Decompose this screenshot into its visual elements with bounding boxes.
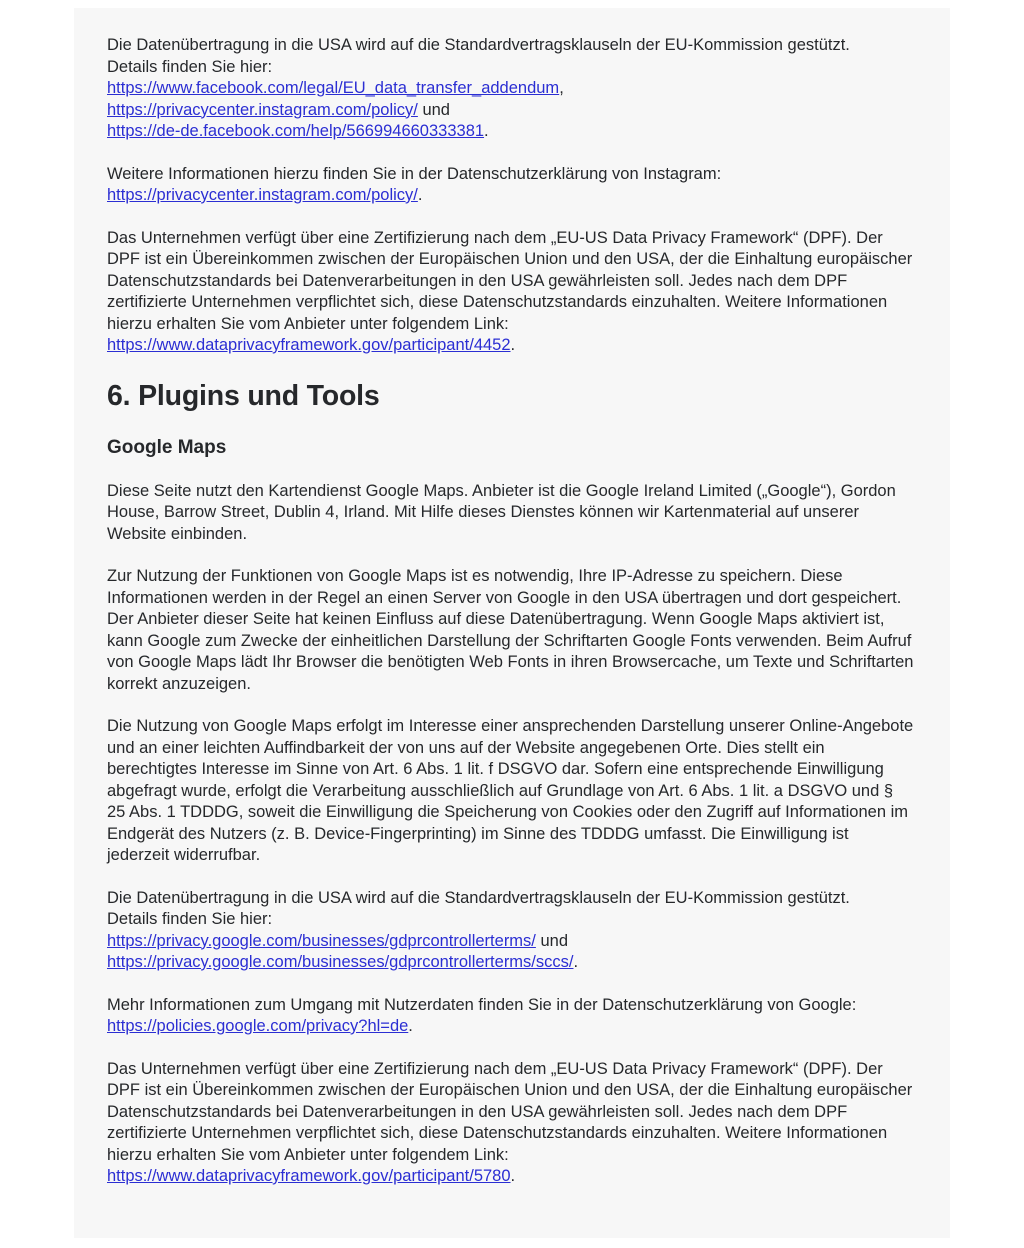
link-google-gdpr-controller-terms-sccs[interactable]: https://privacy.google.com/businesses/gdprcontrollerterms/sccs/ — [107, 953, 574, 971]
text-run: Die Datenübertragung in die USA wird auf die Standardvertragsklauseln der EU-Kommission gestützt. — [107, 36, 850, 54]
text-run: , — [559, 79, 564, 97]
text-run: . — [573, 953, 579, 971]
text-run: Die Datenübertragung in die USA wird auf die Standardvertragsklauseln der EU-Kommission gestützt. — [107, 888, 850, 907]
link-instagram-privacy-policy-2[interactable]: https://privacycenter.instagram.com/policy/ — [107, 186, 418, 204]
link-instagram-privacy-policy[interactable]: https://privacycenter.instagram.com/policy/ — [107, 100, 418, 119]
privacy-policy-content — [107, 35, 915, 1188]
privacy-policy-card — [74, 8, 950, 1238]
text-run: . — [408, 1017, 413, 1035]
para-more-info-instagram — [107, 164, 915, 207]
text-run: . — [417, 186, 423, 204]
text-run: Mehr Informationen zum Umgang mit Nutzerdaten finden Sie in der Datenschutzerklärung von Google: — [107, 995, 857, 1014]
text-run: Diese Seite nutzt den Kartendienst Google Maps. Anbieter ist die Google Ireland Limited („Google“), Gordon House, Barrow Street, Dublin 4, Irland. Mit Hilfe dieses Dienstes können wir Kartenmaterial auf unserer Website einbinden. — [107, 481, 896, 543]
text-run: Details finden Sie hier: — [107, 910, 273, 928]
para-more-info-google — [107, 995, 915, 1038]
text-run: Die Nutzung von Google Maps erfolgt im Interesse einer ansprechenden Darstellung unserer Online-Angebote und an einer leichten Auffindbarkeit der von uns auf der Website angegebenen Orte. Dies stellt ein berechtigtes Interesse im Sinne von Art. 6 Abs. 1 lit. f DSGVO dar. Sofern eine entsprechende Einwilligung abgefragt wurde, erfolgt die Verarbeitung ausschließlich auf Grundlage von Art. 6 Abs. 1 lit. a DSGVO und § 25 Abs. 1 TDDDG, soweit die Einwilligung die Speicherung von Cookies oder den Zugriff auf Informationen im Endgerät des Nutzers (z. B. Device-Fingerprinting) im Sinne des TDDDG umfasst. Die Einwilligung ist jederzeit widerrufbar. — [107, 717, 914, 864]
text-run: Das Unternehmen verfügt über eine Zertifizierung nach dem „EU-US Data Privacy Framework“ (DPF). Der DPF ist ein Übereinkommen zwischen der Europäischen Union und den USA, der die Einhaltung europäischer Datenschutzstandards bei Datenverarbeitungen in den USA gewährleisten soll. Jedes nach dem DPF zertifizierte Unternehmen verpflichtet sich, diese Datenschutzstandards einzuhalten. Weitere Informationen hierzu erhalten Sie vom Anbieter unter folgendem Link: — [107, 228, 913, 333]
text-run: und — [417, 100, 450, 119]
text-run: Zur Nutzung der Funktionen von Google Maps ist es notwendig, Ihre IP-Adresse zu speichern. Diese Informationen werden in der Regel an einen Server von Google in den USA übertragen und dort gespeichert. Der Anbieter dieser Seite hat keinen Einfluss auf diese Datenübertragung. Wenn Google Maps aktiviert ist, kann Google zum Zwecke der einheitlichen Darstellung der Schriftarten Google Fonts verwenden. Beim Aufruf von Google Maps lädt Ihr Browser die benötigten Web Fonts in ihren Browsercache, um Texte und Schriftarten korrekt anzuzeigen. — [107, 567, 914, 693]
para-usa-transfer-facebook — [107, 35, 915, 143]
subsection-heading-google-maps: Google Maps — [107, 436, 227, 458]
text-run: . — [510, 1167, 516, 1185]
text-run: Weitere Informationen hierzu finden Sie in der Datenschutzerklärung von Instagram: — [107, 164, 722, 183]
link-facebook-eu-data-transfer-addendum[interactable]: https://www.facebook.com/legal/EU_data_transfer_addendum — [107, 79, 560, 97]
para-google-maps-intro — [107, 481, 915, 546]
para-google-maps-ip-fonts — [107, 566, 915, 695]
page-background — [0, 8, 1024, 1238]
text-run: und — [535, 931, 569, 950]
para-dpf-certification-meta — [107, 228, 915, 357]
text-run: . — [484, 122, 489, 140]
link-dpf-participant-5780[interactable]: https://www.dataprivacyframework.gov/participant/5780 — [107, 1167, 511, 1185]
text-run: . — [510, 336, 516, 354]
link-dpf-participant-4452[interactable]: https://www.dataprivacyframework.gov/participant/4452 — [107, 336, 511, 354]
para-google-maps-legal-basis — [107, 716, 915, 867]
text-run: Details finden Sie hier: — [107, 57, 273, 76]
text-run: Das Unternehmen verfügt über eine Zertifizierung nach dem „EU-US Data Privacy Framework“ (DPF). Der DPF ist ein Übereinkommen zwischen der Europäischen Union und den USA, der die Einhaltung europäischer Datenschutzstandards bei Datenverarbeitungen in den USA gewährleisten soll. Jedes nach dem DPF zertifizierte Unternehmen verpflichtet sich, diese Datenschutzstandards einzuhalten. Weitere Informationen hierzu erhalten Sie vom Anbieter unter folgendem Link: — [107, 1059, 913, 1164]
section-heading-plugins-und-tools: 6. Plugins und Tools — [107, 379, 380, 412]
para-usa-transfer-google — [107, 888, 915, 974]
link-facebook-help-566994660333381[interactable]: https://de-de.facebook.com/help/566994660333381 — [107, 122, 485, 140]
link-google-privacy-policy[interactable]: https://policies.google.com/privacy?hl=de — [107, 1017, 409, 1035]
para-dpf-certification-google — [107, 1059, 915, 1188]
link-google-gdpr-controller-terms[interactable]: https://privacy.google.com/businesses/gdprcontrollerterms/ — [107, 931, 536, 950]
